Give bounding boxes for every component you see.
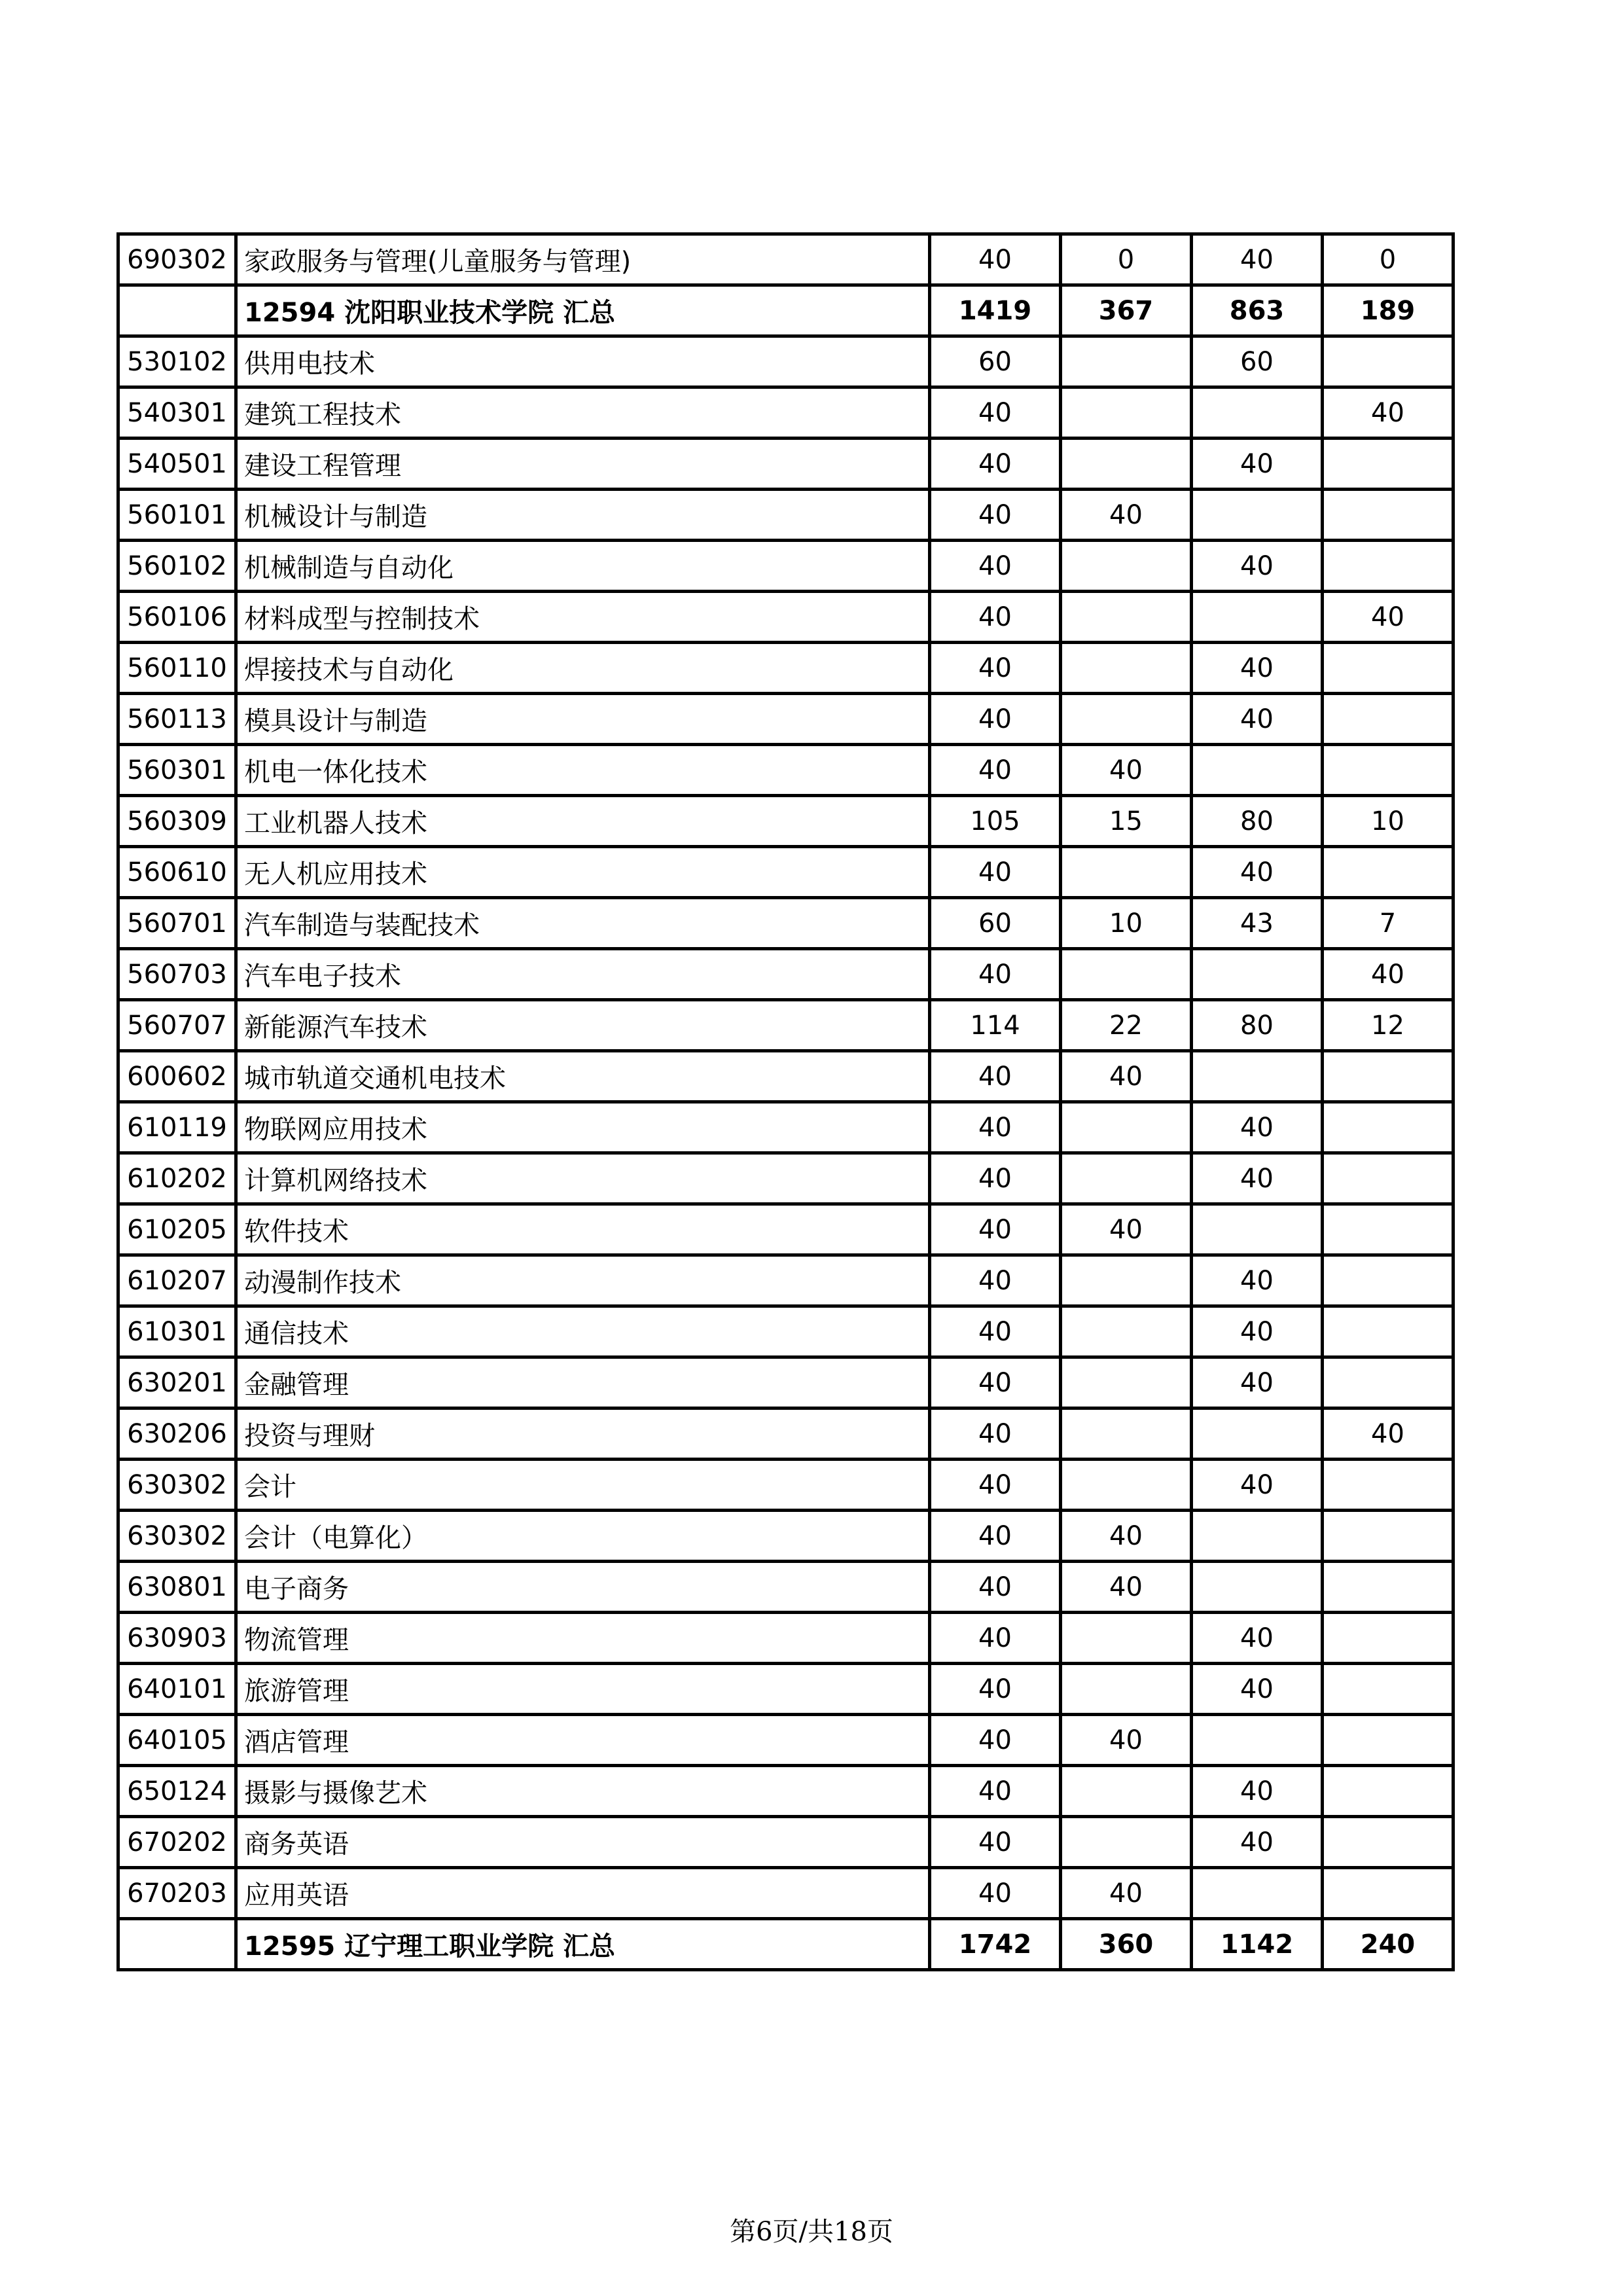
total-plan-cell: 40: [930, 1511, 1061, 1562]
category-3-cell: 40: [1323, 1408, 1454, 1460]
major-name-cell: 建筑工程技术: [236, 387, 930, 439]
major-name-cell: 金融管理: [236, 1357, 930, 1408]
major-code-cell: 610119: [118, 1102, 236, 1153]
total-plan-cell: 40: [930, 1408, 1061, 1460]
category-3-cell: [1323, 541, 1454, 592]
major-name-cell: 投资与理财: [236, 1408, 930, 1460]
table-row: [118, 1408, 1454, 1460]
table-row: [118, 234, 1454, 285]
category-2-cell: [1192, 490, 1323, 541]
category-1-cell: [1061, 1664, 1192, 1715]
category-2-cell: [1192, 1408, 1323, 1460]
category-3-cell: 189: [1323, 285, 1454, 336]
table-row: [118, 1868, 1454, 1919]
total-plan-cell: 105: [930, 796, 1061, 847]
major-name-cell: 物流管理: [236, 1613, 930, 1664]
category-2-cell: [1192, 1562, 1323, 1613]
category-2-cell: 1142: [1192, 1919, 1323, 1970]
category-3-cell: [1323, 1511, 1454, 1562]
category-2-cell: [1192, 1511, 1323, 1562]
major-code-cell: 640105: [118, 1715, 236, 1766]
table-row: [118, 898, 1454, 949]
major-name-cell: 汽车电子技术: [236, 949, 930, 1000]
category-1-cell: 10: [1061, 898, 1192, 949]
category-1-cell: 0: [1061, 234, 1192, 285]
table-row: [118, 694, 1454, 745]
total-plan-cell: 40: [930, 1868, 1061, 1919]
major-code-cell: 630302: [118, 1460, 236, 1511]
total-plan-cell: 60: [930, 336, 1061, 387]
total-plan-cell: 40: [930, 1051, 1061, 1102]
major-code-cell: 560309: [118, 796, 236, 847]
category-1-cell: [1061, 1153, 1192, 1204]
total-plan-cell: 40: [930, 234, 1061, 285]
major-code-cell: 610301: [118, 1306, 236, 1357]
major-code-cell: 560707: [118, 1000, 236, 1051]
category-1-cell: [1061, 847, 1192, 898]
category-2-cell: 40: [1192, 1153, 1323, 1204]
category-3-cell: 40: [1323, 949, 1454, 1000]
category-1-cell: [1061, 949, 1192, 1000]
category-1-cell: [1061, 541, 1192, 592]
major-name-cell: 机械制造与自动化: [236, 541, 930, 592]
major-code-cell: 560101: [118, 490, 236, 541]
table-row: [118, 541, 1454, 592]
table-row: [118, 439, 1454, 490]
major-name-cell: 供用电技术: [236, 336, 930, 387]
category-2-cell: [1192, 1715, 1323, 1766]
category-2-cell: 40: [1192, 1306, 1323, 1357]
table-body: [118, 234, 1454, 1970]
category-3-cell: [1323, 1664, 1454, 1715]
category-3-cell: [1323, 643, 1454, 694]
total-plan-cell: 114: [930, 1000, 1061, 1051]
category-3-cell: [1323, 1613, 1454, 1664]
category-2-cell: 40: [1192, 1766, 1323, 1817]
major-code-cell: 560102: [118, 541, 236, 592]
major-name-cell: 模具设计与制造: [236, 694, 930, 745]
table-row: [118, 1511, 1454, 1562]
major-name-cell: 12594 沈阳职业技术学院 汇总: [236, 285, 930, 336]
major-code-cell: 670203: [118, 1868, 236, 1919]
table-row: [118, 1817, 1454, 1868]
total-plan-cell: 40: [930, 1357, 1061, 1408]
table-row: [118, 1255, 1454, 1306]
table-row: [118, 592, 1454, 643]
major-code-cell: 600602: [118, 1051, 236, 1102]
category-3-cell: [1323, 1460, 1454, 1511]
category-3-cell: [1323, 694, 1454, 745]
major-name-cell: 12595 辽宁理工职业学院 汇总: [236, 1919, 930, 1970]
major-name-cell: 软件技术: [236, 1204, 930, 1255]
major-code-cell: 610205: [118, 1204, 236, 1255]
major-name-cell: 机械设计与制造: [236, 490, 930, 541]
category-3-cell: [1323, 745, 1454, 796]
major-code-cell: 560703: [118, 949, 236, 1000]
major-code-cell: 530102: [118, 336, 236, 387]
category-3-cell: 240: [1323, 1919, 1454, 1970]
major-name-cell: 通信技术: [236, 1306, 930, 1357]
major-name-cell: 商务英语: [236, 1817, 930, 1868]
category-2-cell: [1192, 745, 1323, 796]
table-row: [118, 1153, 1454, 1204]
major-name-cell: 家政服务与管理(儿童服务与管理): [236, 234, 930, 285]
category-3-cell: 12: [1323, 1000, 1454, 1051]
major-name-cell: 酒店管理: [236, 1715, 930, 1766]
category-1-cell: 360: [1061, 1919, 1192, 1970]
major-code-cell: [118, 285, 236, 336]
total-plan-cell: 40: [930, 541, 1061, 592]
major-code-cell: 630201: [118, 1357, 236, 1408]
total-plan-cell: 40: [930, 439, 1061, 490]
major-name-cell: 城市轨道交通机电技术: [236, 1051, 930, 1102]
total-plan-cell: 40: [930, 643, 1061, 694]
table-row: [118, 949, 1454, 1000]
total-plan-cell: 40: [930, 1664, 1061, 1715]
table-row: [118, 336, 1454, 387]
major-code-cell: 630903: [118, 1613, 236, 1664]
category-1-cell: [1061, 1255, 1192, 1306]
table-row: [118, 745, 1454, 796]
category-2-cell: [1192, 1868, 1323, 1919]
table-row: [118, 387, 1454, 439]
category-1-cell: [1061, 336, 1192, 387]
table-row: [118, 1000, 1454, 1051]
major-name-cell: 无人机应用技术: [236, 847, 930, 898]
category-2-cell: [1192, 949, 1323, 1000]
category-3-cell: [1323, 1868, 1454, 1919]
category-2-cell: 80: [1192, 1000, 1323, 1051]
category-2-cell: 80: [1192, 796, 1323, 847]
category-3-cell: [1323, 1562, 1454, 1613]
major-name-cell: 建设工程管理: [236, 439, 930, 490]
category-1-cell: 40: [1061, 1204, 1192, 1255]
category-2-cell: [1192, 1051, 1323, 1102]
major-code-cell: 560106: [118, 592, 236, 643]
category-3-cell: [1323, 336, 1454, 387]
table-row: [118, 1613, 1454, 1664]
table-row: [118, 1051, 1454, 1102]
major-code-cell: 690302: [118, 234, 236, 285]
category-1-cell: 40: [1061, 1511, 1192, 1562]
major-name-cell: 旅游管理: [236, 1664, 930, 1715]
major-code-cell: 560610: [118, 847, 236, 898]
category-1-cell: 40: [1061, 490, 1192, 541]
table-row: [118, 490, 1454, 541]
category-2-cell: [1192, 1204, 1323, 1255]
major-code-cell: 640101: [118, 1664, 236, 1715]
category-3-cell: 40: [1323, 387, 1454, 439]
category-1-cell: [1061, 1306, 1192, 1357]
major-name-cell: 材料成型与控制技术: [236, 592, 930, 643]
major-code-cell: 540301: [118, 387, 236, 439]
category-2-cell: 40: [1192, 694, 1323, 745]
category-2-cell: 40: [1192, 1817, 1323, 1868]
category-1-cell: [1061, 1460, 1192, 1511]
total-plan-cell: 40: [930, 847, 1061, 898]
category-2-cell: 43: [1192, 898, 1323, 949]
major-name-cell: 物联网应用技术: [236, 1102, 930, 1153]
category-2-cell: 40: [1192, 541, 1323, 592]
category-1-cell: [1061, 1102, 1192, 1153]
major-code-cell: 630206: [118, 1408, 236, 1460]
major-code-cell: 560110: [118, 643, 236, 694]
category-3-cell: [1323, 1255, 1454, 1306]
category-1-cell: [1061, 1613, 1192, 1664]
page-number-footer: 第6页/共18页: [730, 2217, 893, 2247]
total-plan-cell: 40: [930, 1613, 1061, 1664]
major-name-cell: 焊接技术与自动化: [236, 643, 930, 694]
category-2-cell: 863: [1192, 285, 1323, 336]
total-plan-cell: 40: [930, 694, 1061, 745]
category-2-cell: 40: [1192, 643, 1323, 694]
category-1-cell: 40: [1061, 1715, 1192, 1766]
table-row: [118, 1715, 1454, 1766]
major-name-cell: 新能源汽车技术: [236, 1000, 930, 1051]
major-code-cell: 670202: [118, 1817, 236, 1868]
total-plan-cell: 40: [930, 490, 1061, 541]
category-1-cell: [1061, 694, 1192, 745]
category-2-cell: 40: [1192, 1357, 1323, 1408]
total-plan-cell: 40: [930, 1153, 1061, 1204]
category-1-cell: 367: [1061, 285, 1192, 336]
major-code-cell: 610202: [118, 1153, 236, 1204]
major-code-cell: 560113: [118, 694, 236, 745]
category-2-cell: 40: [1192, 1664, 1323, 1715]
category-3-cell: [1323, 847, 1454, 898]
total-plan-cell: 40: [930, 1255, 1061, 1306]
category-2-cell: 40: [1192, 1102, 1323, 1153]
major-code-cell: 630801: [118, 1562, 236, 1613]
table-row: [118, 1766, 1454, 1817]
major-code-cell: 650124: [118, 1766, 236, 1817]
total-plan-cell: 1742: [930, 1919, 1061, 1970]
major-name-cell: 机电一体化技术: [236, 745, 930, 796]
category-3-cell: 7: [1323, 898, 1454, 949]
category-2-cell: 40: [1192, 847, 1323, 898]
table-row: [118, 1460, 1454, 1511]
category-1-cell: 40: [1061, 745, 1192, 796]
category-3-cell: [1323, 490, 1454, 541]
major-name-cell: 计算机网络技术: [236, 1153, 930, 1204]
category-3-cell: [1323, 1306, 1454, 1357]
category-1-cell: [1061, 439, 1192, 490]
total-plan-cell: 40: [930, 1102, 1061, 1153]
category-1-cell: [1061, 1408, 1192, 1460]
major-code-cell: 630302: [118, 1511, 236, 1562]
category-2-cell: [1192, 592, 1323, 643]
summary-row: [118, 285, 1454, 336]
total-plan-cell: 40: [930, 1204, 1061, 1255]
major-code-cell: 540501: [118, 439, 236, 490]
category-2-cell: 40: [1192, 439, 1323, 490]
table-row: [118, 1357, 1454, 1408]
major-name-cell: 会计（电算化）: [236, 1511, 930, 1562]
category-1-cell: [1061, 1817, 1192, 1868]
category-1-cell: 22: [1061, 1000, 1192, 1051]
category-2-cell: 40: [1192, 1613, 1323, 1664]
table-row: [118, 1562, 1454, 1613]
category-3-cell: [1323, 1817, 1454, 1868]
category-3-cell: [1323, 1051, 1454, 1102]
category-2-cell: 40: [1192, 234, 1323, 285]
major-name-cell: 动漫制作技术: [236, 1255, 930, 1306]
total-plan-cell: 40: [930, 745, 1061, 796]
category-1-cell: 40: [1061, 1868, 1192, 1919]
category-3-cell: 0: [1323, 234, 1454, 285]
total-plan-cell: 40: [930, 949, 1061, 1000]
summary-row: [118, 1919, 1454, 1970]
category-1-cell: 15: [1061, 796, 1192, 847]
table-row: [118, 1306, 1454, 1357]
table-row: [118, 643, 1454, 694]
category-2-cell: 60: [1192, 336, 1323, 387]
category-3-cell: [1323, 1715, 1454, 1766]
total-plan-cell: 40: [930, 387, 1061, 439]
enrollment-table: [116, 232, 1455, 1971]
table-row: [118, 1204, 1454, 1255]
major-name-cell: 应用英语: [236, 1868, 930, 1919]
major-name-cell: 汽车制造与装配技术: [236, 898, 930, 949]
major-code-cell: 560301: [118, 745, 236, 796]
category-1-cell: [1061, 592, 1192, 643]
table-row: [118, 1102, 1454, 1153]
category-2-cell: [1192, 387, 1323, 439]
total-plan-cell: 60: [930, 898, 1061, 949]
category-2-cell: 40: [1192, 1255, 1323, 1306]
category-1-cell: [1061, 643, 1192, 694]
major-name-cell: 工业机器人技术: [236, 796, 930, 847]
category-2-cell: 40: [1192, 1460, 1323, 1511]
major-code-cell: [118, 1919, 236, 1970]
major-code-cell: 560701: [118, 898, 236, 949]
category-1-cell: [1061, 1766, 1192, 1817]
major-name-cell: 摄影与摄像艺术: [236, 1766, 930, 1817]
category-1-cell: 40: [1061, 1562, 1192, 1613]
category-3-cell: 40: [1323, 592, 1454, 643]
table-row: [118, 1664, 1454, 1715]
total-plan-cell: 40: [930, 1817, 1061, 1868]
total-plan-cell: 40: [930, 1766, 1061, 1817]
category-3-cell: [1323, 1357, 1454, 1408]
total-plan-cell: 1419: [930, 285, 1061, 336]
total-plan-cell: 40: [930, 592, 1061, 643]
major-code-cell: 610207: [118, 1255, 236, 1306]
category-3-cell: [1323, 1766, 1454, 1817]
table-row: [118, 796, 1454, 847]
category-3-cell: [1323, 1153, 1454, 1204]
category-3-cell: [1323, 1204, 1454, 1255]
category-3-cell: [1323, 439, 1454, 490]
major-name-cell: 电子商务: [236, 1562, 930, 1613]
total-plan-cell: 40: [930, 1715, 1061, 1766]
category-3-cell: 10: [1323, 796, 1454, 847]
major-name-cell: 会计: [236, 1460, 930, 1511]
total-plan-cell: 40: [930, 1562, 1061, 1613]
total-plan-cell: 40: [930, 1306, 1061, 1357]
table-row: [118, 847, 1454, 898]
total-plan-cell: 40: [930, 1460, 1061, 1511]
category-1-cell: 40: [1061, 1051, 1192, 1102]
category-3-cell: [1323, 1102, 1454, 1153]
category-1-cell: [1061, 1357, 1192, 1408]
category-1-cell: [1061, 387, 1192, 439]
